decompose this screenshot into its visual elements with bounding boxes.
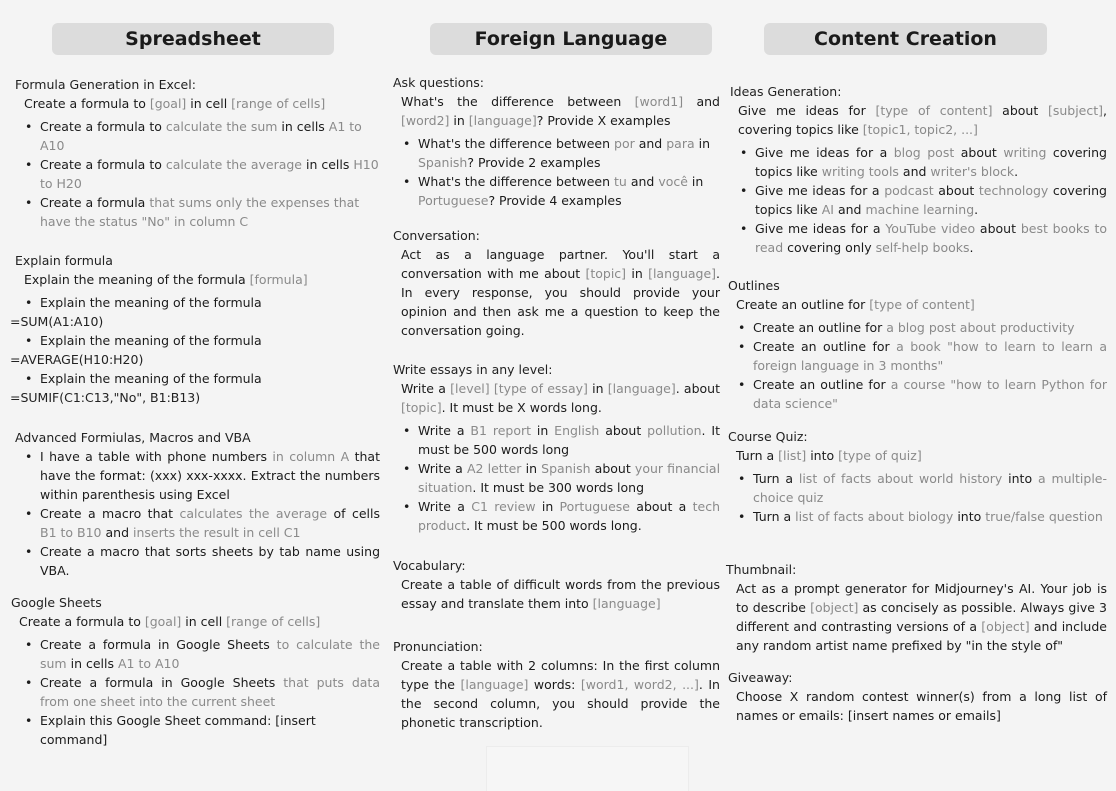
example-item: • Create a macro that sorts sheets by tab name using VBA. <box>15 542 380 580</box>
example-item: • Create a formula in Google Sheets to calculate the sum in cells A1 to A10 <box>15 635 380 673</box>
example-item: • Explain this Google Sheet command: [insert command] <box>15 711 380 749</box>
section-title: Giveaway: <box>728 670 793 685</box>
faint-box <box>486 746 689 791</box>
conversation-section <box>393 226 720 344</box>
example-item: • I have a table with phone numbers in column A that have the format: (xxx) xxx-xxxx. Extract the numbers within parenthesis using Excel <box>15 447 380 504</box>
ideas-generation-section <box>730 82 1107 257</box>
example-item: • Create a macro that calculates the average of cells B1 to B10 and inserts the result in cell C1 <box>15 504 380 542</box>
google-sheets-section <box>11 593 380 749</box>
example-item: • Turn a list of facts about world history into a multiple-choice quiz <box>728 469 1107 507</box>
example-list <box>15 331 380 350</box>
essays-section <box>393 360 720 535</box>
example-list <box>11 635 380 749</box>
example-list <box>393 421 720 535</box>
content-creation-header: Content Creation <box>764 23 1047 55</box>
prompt-template: What's the difference between [word1] and [word2] in [language]? Provide X examples <box>401 94 720 128</box>
prompt-template: Create a formula to [goal] in cell [range of cells] <box>24 96 326 111</box>
spreadsheet-header: Spreadsheet <box>52 23 334 55</box>
section-title: Advanced Formiulas, Macros and VBA <box>15 430 251 445</box>
prompt-template: Turn a [list] into [type of quiz] <box>736 448 922 463</box>
formula-value: =SUMIF(C1:C13,"No", B1:B13) <box>10 390 201 405</box>
prompt-template: Create a table with 2 columns: In the first column type the [language] words: [word1, word2, ...]. In the second column, you should provide the phonetic transcription. <box>401 658 720 730</box>
ask-questions-section <box>393 73 720 210</box>
example-item: • Create a formula to calculate the average in cells H10 to H20 <box>15 155 380 193</box>
example-item: • Turn a list of facts about biology into true/false question <box>728 507 1107 526</box>
example-list <box>15 293 380 312</box>
section-title: Ideas Generation: <box>730 84 842 99</box>
example-item: • Create a formula to calculate the sum in cells A1 to A10 <box>15 117 380 155</box>
vocabulary-section <box>393 556 720 617</box>
example-item: • What's the difference between por and para in Spanish? Provide 2 examples <box>393 134 720 172</box>
foreign-language-header: Foreign Language <box>430 23 712 55</box>
example-list <box>730 143 1107 257</box>
example-item: • What's the difference between tu and você in Portuguese? Provide 4 examples <box>393 172 720 210</box>
course-quiz-section <box>728 427 1107 526</box>
example-item: • Create an outline for a course "how to learn Python for data science" <box>728 375 1107 413</box>
prompt-template: Explain the meaning of the formula [formula] <box>24 272 308 287</box>
example-item: • Create an outline for a book "how to learn to learn a foreign language in 3 months" <box>728 337 1107 375</box>
pronunciation-section <box>393 637 720 736</box>
thumbnail-section <box>726 560 1107 659</box>
example-list <box>728 318 1107 413</box>
prompt-template: Act as a language partner. You'll start a conversation with me about [topic] in [language]. In every response, you should provide your opinion and then ask me a question to keep the conversation going. <box>401 247 721 338</box>
section-title: Conversation: <box>393 228 480 243</box>
example-list <box>15 447 380 580</box>
prompt-template: Create a formula to [goal] in cell [range of cells] <box>19 614 321 629</box>
prompt-template: Create a table of difficult words from the previous essay and translate them into [language] <box>401 577 720 611</box>
section-title: Thumbnail: <box>726 562 797 577</box>
example-item: • Create a formula that sums only the expenses that have the status "No" in column C <box>15 193 380 231</box>
section-title: Write essays in any level: <box>393 362 553 377</box>
section-title: Formula Generation in Excel: <box>15 77 196 92</box>
outlines-section <box>728 276 1107 413</box>
example-item: • Explain the meaning of the formula <box>15 331 380 350</box>
prompt-template: Write a [level] [type of essay] in [language]. about [topic]. It must be X words long. <box>401 381 721 415</box>
section-title: Outlines <box>728 278 780 293</box>
example-item: • Create an outline for a blog post about productivity <box>728 318 1107 337</box>
section-title: Ask questions: <box>393 75 485 90</box>
formula-generation-section <box>15 75 380 231</box>
explain-formula-section <box>10 251 380 407</box>
advanced-section <box>15 428 380 580</box>
example-item: • Create a formula in Google Sheets that puts data from one sheet into the current sheet <box>15 673 380 711</box>
giveaway-section <box>728 668 1107 729</box>
section-title: Google Sheets <box>11 595 102 610</box>
example-list <box>15 369 380 388</box>
example-list <box>15 117 380 231</box>
example-item: • Write a B1 report in English about pollution. It must be 500 words long <box>393 421 720 459</box>
section-title: Course Quiz: <box>728 429 808 444</box>
prompt-template: Give me ideas for [type of content] about [subject], covering topics like [topic1, topic2, ...] <box>738 103 1107 137</box>
example-item: • Explain the meaning of the formula <box>15 369 380 388</box>
example-item: • Give me ideas for a YouTube video about best books to read covering only self-help books. <box>730 219 1107 257</box>
prompt-template: Choose X random contest winner(s) from a long list of names or emails: [insert names or emails] <box>736 689 1107 723</box>
example-item: • Give me ideas for a blog post about writing covering topics like writing tools and writer's block. <box>730 143 1107 181</box>
section-title: Vocabulary: <box>393 558 466 573</box>
formula-value: =AVERAGE(H10:H20) <box>10 352 144 367</box>
example-item: • Write a A2 letter in Spanish about your financial situation. It must be 300 words long <box>393 459 720 497</box>
example-item: • Write a C1 review in Portuguese about a tech product. It must be 500 words long. <box>393 497 720 535</box>
example-item: • Give me ideas for a podcast about technology covering topics like AI and machine learning. <box>730 181 1107 219</box>
formula-value: =SUM(A1:A10) <box>10 314 104 329</box>
example-list <box>393 134 720 210</box>
prompt-template: Create an outline for [type of content] <box>736 297 975 312</box>
section-title: Explain formula <box>15 253 113 268</box>
example-list <box>728 469 1107 526</box>
prompt-template: Act as a prompt generator for Midjourney's AI. Your job is to describe [object] as concisely as possible. Always give 3 different and contrasting versions of a [object] and include any random artist name prefixed by "in the style of" <box>736 581 1108 653</box>
section-title: Pronunciation: <box>393 639 483 654</box>
example-item: • Explain the meaning of the formula <box>15 293 380 312</box>
